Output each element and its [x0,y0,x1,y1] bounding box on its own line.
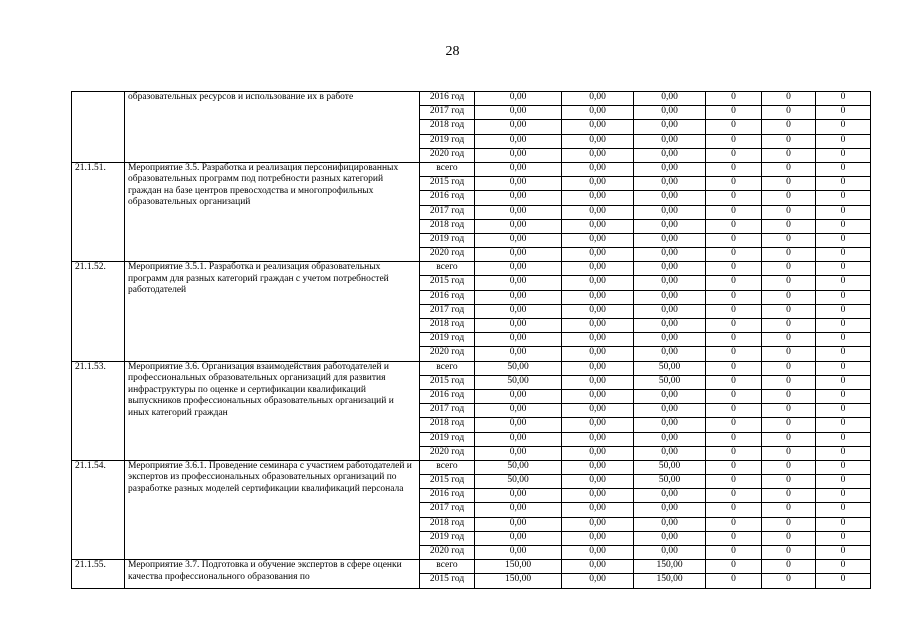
amount-cell: 0,00 [475,546,562,560]
amount-cell: 0 [762,418,816,432]
amount-cell: 0,00 [562,191,634,205]
amount-cell: 50,00 [634,475,706,489]
amount-cell: 0 [816,503,871,517]
amount-cell: 0 [706,361,762,375]
amount-cell: 0,00 [634,106,706,120]
amount-cell: 0,00 [634,262,706,276]
amount-cell: 0,00 [634,219,706,233]
amount-cell: 0 [816,219,871,233]
amount-cell: 0,00 [475,489,562,503]
amount-cell: 0 [762,389,816,403]
amount-cell: 0,00 [562,560,634,574]
page-number: 28 [445,44,460,59]
amount-cell: 0,00 [562,304,634,318]
table-body [72,92,871,589]
amount-cell: 0 [816,560,871,574]
amount-cell: 0 [816,319,871,333]
amount-cell: 0 [762,446,816,460]
amount-cell: 0,00 [562,361,634,375]
amount-cell: 0,00 [562,276,634,290]
amount-cell: 0 [816,574,871,588]
amount-cell: 0,00 [475,319,562,333]
amount-cell: 0 [762,134,816,148]
amount-cell: 0,00 [562,446,634,460]
amount-cell: 0 [762,460,816,474]
amount-cell: 0 [816,248,871,262]
period-cell: всего [420,262,475,276]
amount-cell: 0,00 [562,375,634,389]
amount-cell: 0,00 [475,177,562,191]
period-cell: 2018 год [420,120,475,134]
amount-cell: 0 [762,290,816,304]
amount-cell: 0,00 [475,205,562,219]
amount-cell: 0 [762,361,816,375]
amount-cell: 0,00 [634,233,706,247]
amount-cell: 0 [762,503,816,517]
table-row [72,560,871,574]
amount-cell: 0,00 [562,503,634,517]
period-cell: 2020 год [420,248,475,262]
period-cell: 2019 год [420,531,475,545]
period-cell: 2020 год [420,446,475,460]
amount-cell: 0 [762,432,816,446]
amount-cell: 0 [706,219,762,233]
amount-cell: 0,00 [634,546,706,560]
period-cell: 2016 год [420,92,475,106]
amount-cell: 0,00 [634,148,706,162]
period-cell: 2018 год [420,319,475,333]
amount-cell: 0 [762,404,816,418]
amount-cell: 0,00 [562,389,634,403]
amount-cell: 0 [706,262,762,276]
amount-cell: 0 [762,248,816,262]
amount-cell: 0 [762,517,816,531]
period-cell: 2018 год [420,219,475,233]
table-row [72,460,871,474]
amount-cell: 0,00 [562,489,634,503]
amount-cell: 0,00 [634,248,706,262]
amount-cell: 0 [706,517,762,531]
amount-cell: 50,00 [634,375,706,389]
amount-cell: 0,00 [475,106,562,120]
amount-cell: 0 [816,432,871,446]
amount-cell: 0 [762,205,816,219]
period-cell: 2016 год [420,389,475,403]
amount-cell: 0,00 [634,333,706,347]
measure-code: 21.1.51. [72,162,125,261]
table-row [72,361,871,375]
period-cell: 2016 год [420,489,475,503]
amount-cell: 0,00 [634,319,706,333]
amount-cell: 0 [762,475,816,489]
amount-cell: 0 [706,319,762,333]
amount-cell: 0 [706,489,762,503]
amount-cell: 0 [762,560,816,574]
amount-cell: 0,00 [634,531,706,545]
amount-cell: 150,00 [475,574,562,588]
amount-cell: 0,00 [634,517,706,531]
amount-cell: 0,00 [562,319,634,333]
amount-cell: 0 [816,304,871,318]
measure-name: Мероприятие 3.6.1. Проведение семинара с участием работодателей и экспертов из профессиональных образовательных организаций по разработке разных моделей сертификации квалификаций персонала [125,460,420,559]
amount-cell: 0 [706,446,762,460]
amount-cell: 0 [706,389,762,403]
amount-cell: 150,00 [634,560,706,574]
amount-cell: 0,00 [562,460,634,474]
amount-cell: 0 [762,304,816,318]
amount-cell: 0,00 [475,389,562,403]
amount-cell: 0,00 [475,333,562,347]
amount-cell: 0,00 [475,248,562,262]
amount-cell: 0 [816,191,871,205]
amount-cell: 0 [706,418,762,432]
amount-cell: 0,00 [562,546,634,560]
measure-code [72,92,125,163]
amount-cell: 0 [816,290,871,304]
amount-cell: 0 [706,404,762,418]
amount-cell: 0 [762,148,816,162]
amount-cell: 0 [706,191,762,205]
measure-name: Мероприятие 3.6. Организация взаимодействия работодателей и профессиональных образовательных организаций для развития инфраструктуры по оценке и сертификации квалификаций выпускников профессиональных образовательных организаций и иных категорий граждан [125,361,420,460]
amount-cell: 0 [706,92,762,106]
period-cell: всего [420,560,475,574]
amount-cell: 0,00 [475,276,562,290]
amount-cell: 0 [706,120,762,134]
measure-name: образовательных ресурсов и использование их в работе [125,92,420,163]
amount-cell: 0 [816,134,871,148]
amount-cell: 0,00 [634,489,706,503]
amount-cell: 0,00 [562,475,634,489]
amount-cell: 0,00 [634,177,706,191]
amount-cell: 0 [706,531,762,545]
amount-cell: 0 [706,233,762,247]
amount-cell: 0 [816,333,871,347]
amount-cell: 0 [816,233,871,247]
amount-cell: 0 [706,248,762,262]
amount-cell: 0 [706,148,762,162]
period-cell: 2020 год [420,347,475,361]
period-cell: 2018 год [420,517,475,531]
period-cell: 2016 год [420,191,475,205]
amount-cell: 0,00 [634,276,706,290]
amount-cell: 0 [762,120,816,134]
period-cell: 2015 год [420,276,475,290]
amount-cell: 0 [816,489,871,503]
amount-cell: 0 [762,219,816,233]
amount-cell: 0,00 [634,120,706,134]
amount-cell: 50,00 [634,460,706,474]
period-cell: всего [420,460,475,474]
amount-cell: 0 [706,546,762,560]
amount-cell: 0,00 [634,389,706,403]
amount-cell: 0 [706,574,762,588]
table-row [72,92,871,106]
amount-cell: 0 [706,375,762,389]
amount-cell: 0 [706,162,762,176]
amount-cell: 0,00 [475,219,562,233]
period-cell: 2020 год [420,546,475,560]
amount-cell: 0,00 [475,262,562,276]
amount-cell: 0 [706,475,762,489]
period-cell: 2015 год [420,177,475,191]
amount-cell: 0 [762,546,816,560]
amount-cell: 0 [762,191,816,205]
amount-cell: 0,00 [634,290,706,304]
amount-cell: 0 [706,347,762,361]
amount-cell: 0,00 [562,233,634,247]
budget-table [71,91,871,589]
amount-cell: 0 [762,333,816,347]
amount-cell: 50,00 [475,361,562,375]
amount-cell: 0,00 [562,162,634,176]
amount-cell: 0,00 [475,432,562,446]
measure-code: 21.1.54. [72,460,125,559]
amount-cell: 0,00 [634,162,706,176]
amount-cell: 0 [706,460,762,474]
amount-cell: 0 [762,262,816,276]
amount-cell: 0,00 [562,205,634,219]
amount-cell: 0,00 [475,148,562,162]
amount-cell: 0 [762,177,816,191]
period-cell: 2017 год [420,503,475,517]
amount-cell: 0 [706,205,762,219]
amount-cell: 0 [762,162,816,176]
amount-cell: 0 [816,177,871,191]
amount-cell: 0,00 [475,191,562,205]
amount-cell: 0 [816,389,871,403]
amount-cell: 0,00 [475,120,562,134]
amount-cell: 0,00 [634,304,706,318]
amount-cell: 0,00 [562,148,634,162]
amount-cell: 0,00 [562,177,634,191]
amount-cell: 0,00 [634,432,706,446]
amount-cell: 0,00 [634,503,706,517]
period-cell: всего [420,361,475,375]
amount-cell: 0 [762,489,816,503]
amount-cell: 0 [816,205,871,219]
amount-cell: 0,00 [475,503,562,517]
measure-name: Мероприятие 3.7. Подготовка и обучение экспертов в сфере оценки качества профессионального образования по [125,560,420,588]
measure-code: 21.1.53. [72,361,125,460]
period-cell: 2017 год [420,304,475,318]
amount-cell: 0,00 [562,262,634,276]
amount-cell: 0,00 [562,418,634,432]
amount-cell: 0 [816,361,871,375]
amount-cell: 0 [816,404,871,418]
table-row [72,162,871,176]
amount-cell: 0 [816,106,871,120]
amount-cell: 0,00 [562,432,634,446]
period-cell: 2015 год [420,375,475,389]
amount-cell: 0,00 [475,404,562,418]
amount-cell: 0,00 [562,219,634,233]
amount-cell: 0 [816,120,871,134]
amount-cell: 0,00 [562,574,634,588]
amount-cell: 0,00 [475,304,562,318]
amount-cell: 0 [706,560,762,574]
amount-cell: 0,00 [634,446,706,460]
amount-cell: 0,00 [475,290,562,304]
period-cell: 2016 год [420,290,475,304]
amount-cell: 0 [762,276,816,290]
amount-cell: 50,00 [634,361,706,375]
amount-cell: 0,00 [634,92,706,106]
amount-cell: 50,00 [475,460,562,474]
amount-cell: 0,00 [475,347,562,361]
amount-cell: 0 [816,92,871,106]
amount-cell: 0 [762,347,816,361]
amount-cell: 0 [706,106,762,120]
amount-cell: 0,00 [562,531,634,545]
period-cell: 2019 год [420,333,475,347]
amount-cell: 0 [706,134,762,148]
amount-cell: 50,00 [475,475,562,489]
amount-cell: 0,00 [562,290,634,304]
amount-cell: 0 [706,177,762,191]
measure-code: 21.1.52. [72,262,125,361]
amount-cell: 0,00 [562,404,634,418]
period-cell: 2017 год [420,404,475,418]
amount-cell: 0 [706,432,762,446]
amount-cell: 0,00 [475,531,562,545]
amount-cell: 0 [762,319,816,333]
amount-cell: 0 [816,347,871,361]
amount-cell: 0,00 [562,347,634,361]
amount-cell: 0,00 [562,517,634,531]
amount-cell: 0,00 [562,333,634,347]
amount-cell: 0 [762,233,816,247]
amount-cell: 0 [816,460,871,474]
amount-cell: 0,00 [475,92,562,106]
amount-cell: 0 [706,503,762,517]
period-cell: 2020 год [420,148,475,162]
measure-code: 21.1.55. [72,560,125,588]
amount-cell: 0,00 [475,418,562,432]
period-cell: 2017 год [420,205,475,219]
amount-cell: 0 [816,375,871,389]
amount-cell: 0 [762,375,816,389]
period-cell: всего [420,162,475,176]
amount-cell: 50,00 [475,375,562,389]
amount-cell: 0 [816,531,871,545]
amount-cell: 0,00 [562,134,634,148]
amount-cell: 150,00 [475,560,562,574]
amount-cell: 0 [762,531,816,545]
period-cell: 2018 год [420,418,475,432]
amount-cell: 0 [816,475,871,489]
table-row [72,262,871,276]
period-cell: 2019 год [420,134,475,148]
amount-cell: 0,00 [634,205,706,219]
period-cell: 2015 год [420,475,475,489]
amount-cell: 0,00 [475,446,562,460]
amount-cell: 0,00 [634,347,706,361]
amount-cell: 0 [706,333,762,347]
amount-cell: 0 [816,517,871,531]
measure-name: Мероприятие 3.5. Разработка и реализация персонифицированных образовательных программ под потребности разных категорий граждан на базе центров превосходства и многопрофильных образовательных организаций [125,162,420,261]
measure-name: Мероприятие 3.5.1. Разработка и реализация образовательных программ для разных категорий граждан с учетом потребностей работодателей [125,262,420,361]
amount-cell: 0,00 [562,120,634,134]
amount-cell: 0,00 [634,404,706,418]
amount-cell: 0,00 [634,191,706,205]
amount-cell: 0,00 [562,92,634,106]
amount-cell: 0,00 [634,418,706,432]
period-cell: 2017 год [420,106,475,120]
amount-cell: 0 [706,276,762,290]
amount-cell: 0 [762,92,816,106]
amount-cell: 150,00 [634,574,706,588]
amount-cell: 0,00 [475,517,562,531]
amount-cell: 0 [706,290,762,304]
amount-cell: 0,00 [475,233,562,247]
amount-cell: 0 [816,162,871,176]
amount-cell: 0 [816,262,871,276]
amount-cell: 0,00 [562,248,634,262]
amount-cell: 0 [706,304,762,318]
period-cell: 2019 год [420,432,475,446]
amount-cell: 0,00 [562,106,634,120]
period-cell: 2019 год [420,233,475,247]
amount-cell: 0 [816,418,871,432]
amount-cell: 0 [816,276,871,290]
amount-cell: 0,00 [475,162,562,176]
period-cell: 2015 год [420,574,475,588]
amount-cell: 0,00 [475,134,562,148]
amount-cell: 0 [816,446,871,460]
amount-cell: 0,00 [634,134,706,148]
amount-cell: 0 [762,574,816,588]
amount-cell: 0 [816,148,871,162]
amount-cell: 0 [762,106,816,120]
amount-cell: 0 [816,546,871,560]
